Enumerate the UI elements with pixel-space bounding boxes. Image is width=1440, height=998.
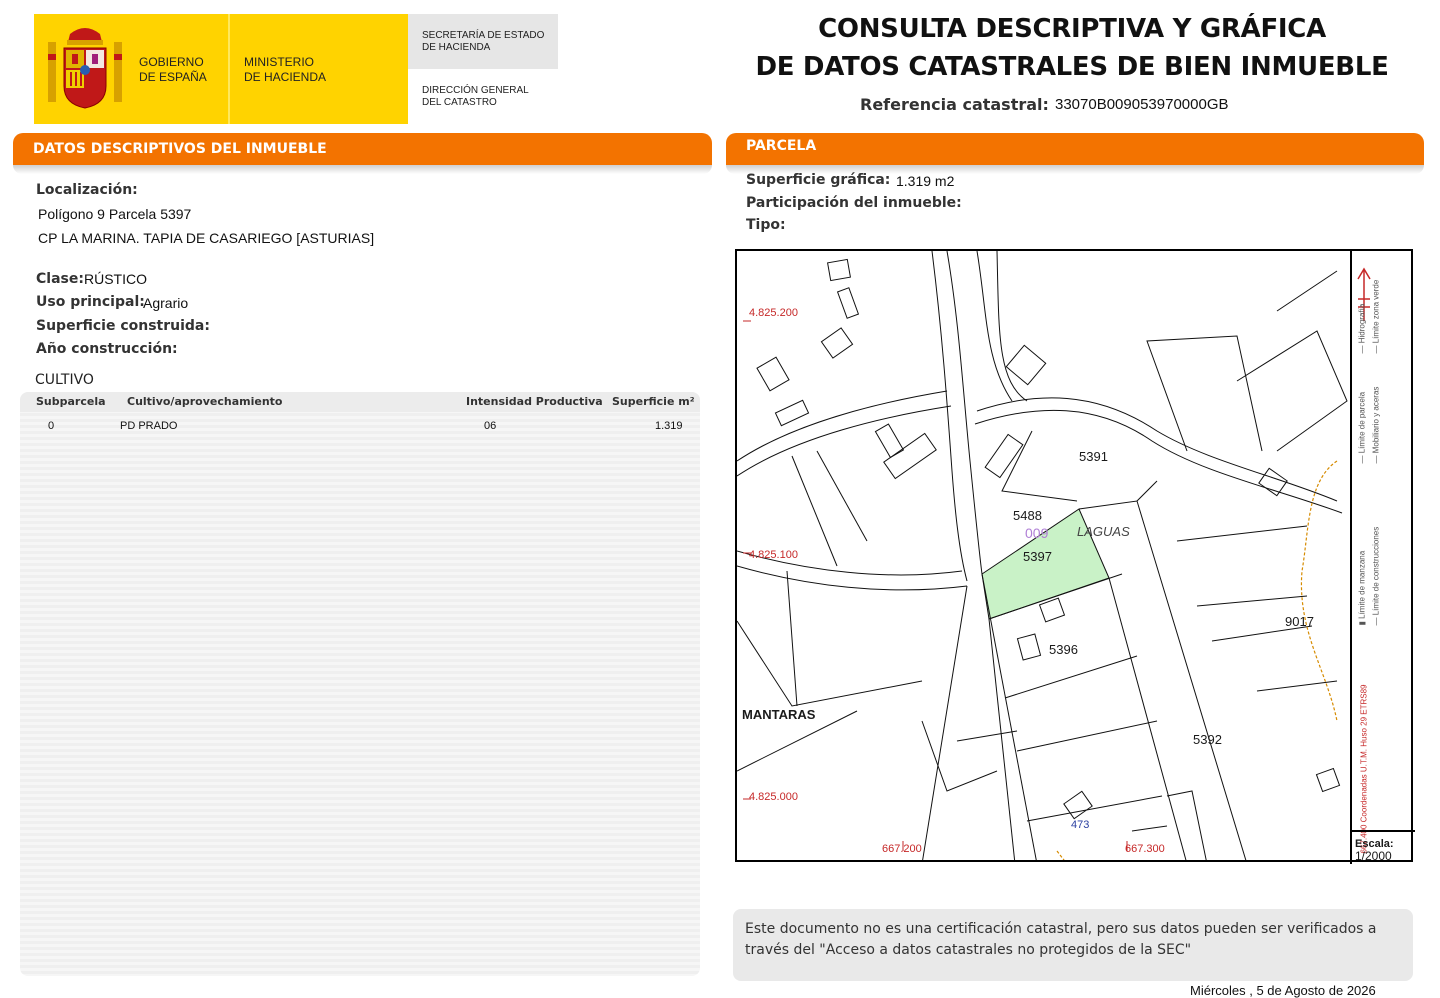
parcel-label-5391: 5391 [1079, 449, 1108, 464]
descriptivos-section-title: DATOS DESCRIPTIVOS DEL INMUEBLE [33, 141, 327, 157]
cadastral-map [735, 249, 1413, 862]
cultivo-table-header [20, 392, 700, 412]
uso-principal-value: Agrario [143, 295, 189, 311]
parcel-label-5396: 5396 [1049, 642, 1078, 657]
legend-item-zona-verde-label: Límite zona verde [1371, 279, 1381, 344]
legend-item-parcela-label: Límite de parcela [1357, 391, 1367, 454]
localizacion-label: Localización: [36, 182, 138, 198]
cultivo-table [20, 392, 700, 976]
tipo-label: Tipo: [746, 217, 786, 233]
scale-box [1350, 830, 1415, 864]
cultivo-title: CULTIVO [35, 372, 94, 388]
coord-y-1: 4.825.200 [749, 307, 798, 319]
map-drawing [737, 251, 1413, 862]
descriptivos-header-shadow [13, 165, 712, 174]
legend-item-zona-verde: — Límite zona verde [1371, 279, 1381, 354]
parcel-label-473: 473 [1071, 819, 1090, 831]
cell-superficie: 1.319 [655, 420, 683, 432]
utm-legend-text: 667.400 Coordenadas U.T.M. Huso 29 ETRS89 [1359, 684, 1369, 854]
ref-catastral-value: 33070B009053970000GB [1055, 96, 1229, 113]
gobierno-text: GOBIERNO DE ESPAÑA [139, 55, 207, 84]
legend-item-manzana: ▮ Límite de manzana [1357, 550, 1367, 626]
col-cultivo: Cultivo/aprovechamiento [127, 395, 283, 408]
superficie-grafica-value: 1.319 m2 [896, 173, 955, 189]
polygon-number-009: 009 [1025, 525, 1049, 541]
localizacion-line-2: CP LA MARINA. TAPIA DE CASARIEGO [ASTURIAS] [38, 230, 375, 246]
coord-x-2: 667.300 [1125, 843, 1165, 855]
parcel-label-9017: 9017 [1285, 614, 1314, 629]
secretaria-text: SECRETARÍA DE ESTADO DE HACIENDA [422, 30, 545, 53]
legend-item-construcciones-label: Límite de construcciones [1371, 526, 1381, 616]
cell-cultivo: PD PRADO [120, 420, 178, 432]
localizacion-line-1: Polígono 9 Parcela 5397 [38, 206, 192, 222]
legend-item-hidrografia: — Hidrografía [1357, 303, 1367, 354]
legend-item-mobiliario: — Mobiliario y aceras [1371, 386, 1381, 464]
ref-catastral-label: Referencia catastral: [860, 95, 1049, 114]
parcel-label-5392: 5392 [1193, 732, 1222, 747]
parcela-section-title: PARCELA [746, 138, 817, 154]
scale-value: 1/2000 [1355, 849, 1392, 863]
uso-principal-label: Uso principal: [36, 294, 145, 310]
superficie-construida-label: Superficie construida: [36, 318, 210, 334]
coord-y-2: 4.825.100 [749, 549, 798, 561]
legend-item-manzana-label: Límite de manzana [1357, 550, 1367, 619]
coat-of-arms-icon [44, 24, 126, 112]
footer-date: Miércoles , 5 de Agosto de 2026 [1190, 983, 1376, 998]
direccion-text: DIRECCIÓN GENERAL DEL CATASTRO [422, 85, 529, 108]
place-label-mantaras: MANTARAS [742, 707, 816, 722]
participacion-label: Participación del inmueble: [746, 195, 962, 211]
ministerio-text: MINISTERIO DE HACIENDA [244, 55, 327, 84]
legend-item-parcela: — Límite de parcela [1357, 391, 1367, 464]
col-superficie: Superficie m² [612, 395, 695, 408]
disclaimer-text: Este documento no es una certificación catastral, pero sus datos pueden ser verificados a través del "Acceso a datos catastrales no protegidos de la SEC" [745, 921, 1377, 958]
scale-label: Escala: [1355, 838, 1394, 850]
clase-label: Clase: [36, 271, 84, 287]
coord-y-3: 4.825.000 [749, 791, 798, 803]
col-subparcela: Subparcela [36, 395, 106, 408]
page-title-line-2: DE DATOS CATASTRALES DE BIEN INMUEBLE [755, 52, 1389, 82]
superficie-grafica-label: Superficie gráfica: [746, 172, 891, 188]
place-label-laguas: LAGUAS [1077, 524, 1130, 539]
cell-subparcela: 0 [48, 420, 55, 432]
clase-value: RÚSTICO [84, 271, 147, 287]
legend-item-mobiliario-label: Mobiliario y aceras [1371, 386, 1381, 454]
parcel-label-5397: 5397 [1023, 549, 1052, 564]
descriptivos-section-header [13, 133, 712, 165]
cell-intensidad: 06 [484, 420, 497, 432]
coord-x-1: 667.200 [882, 843, 922, 855]
anio-construccion-label: Año construcción: [36, 341, 178, 357]
legend-item-construcciones: — Límite de construcciones [1371, 526, 1381, 626]
disclaimer-note [733, 909, 1413, 981]
legend-item-hidrografia-label: Hidrografía [1357, 303, 1367, 344]
parcel-label-5488: 5488 [1013, 508, 1042, 523]
logo-separator [228, 14, 230, 124]
col-intensidad: Intensidad Productiva [466, 395, 603, 408]
parcela-section-header [726, 133, 1424, 165]
page-title-line-1: CONSULTA DESCRIPTIVA Y GRÁFICA [818, 14, 1326, 44]
